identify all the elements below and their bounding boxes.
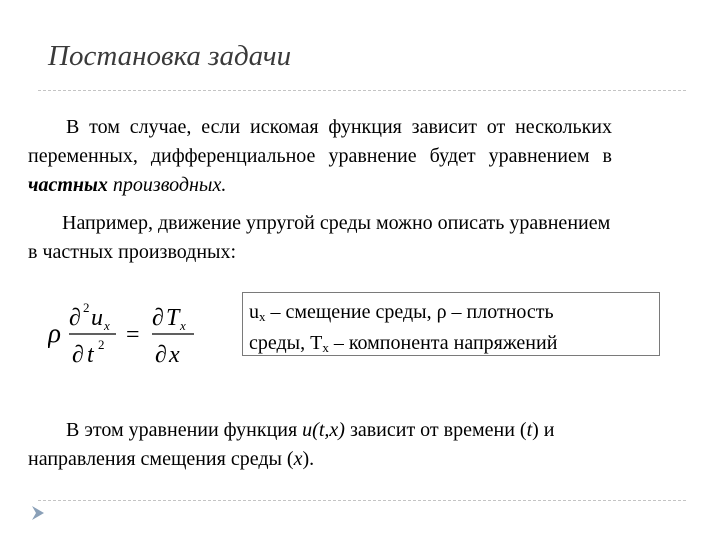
conclusion-x: x bbox=[293, 448, 303, 470]
def-u: u bbox=[249, 301, 259, 323]
formula-partial-top-left: ∂ bbox=[69, 305, 81, 331]
definition-box bbox=[242, 292, 660, 356]
formula-t: t bbox=[87, 342, 94, 368]
formula-partial-bottom-right: ∂ bbox=[155, 342, 167, 368]
definition-line-1 bbox=[249, 299, 653, 330]
definition-line-2 bbox=[249, 330, 653, 361]
slide-title: Постановка задачи bbox=[48, 40, 292, 72]
conclusion-part-1: В этом уравнении функция bbox=[66, 419, 303, 441]
emphasis-derivatives: производных. bbox=[107, 174, 227, 196]
conclusion-t: t bbox=[526, 419, 533, 441]
formula-rho: ρ bbox=[48, 318, 61, 348]
wave-equation-formula bbox=[48, 296, 208, 374]
top-divider bbox=[38, 90, 686, 91]
formula-equals: = bbox=[126, 322, 140, 348]
paragraph-example bbox=[28, 209, 612, 267]
bottom-divider bbox=[38, 500, 686, 501]
def-t-sub: x bbox=[322, 340, 329, 355]
conclusion-part-3: ) и направления смещения среды ( bbox=[28, 419, 555, 470]
conclusion-part-2: зависит от времени ( bbox=[344, 419, 527, 441]
conclusion-func: u(t,x) bbox=[302, 419, 345, 441]
conclusion-part-4: ). bbox=[302, 448, 315, 470]
formula-T: T bbox=[166, 305, 180, 331]
formula-partial-bottom-left: ∂ bbox=[72, 342, 84, 368]
formula-x: x bbox=[169, 342, 180, 368]
def-text-2: среды, T bbox=[249, 332, 323, 354]
formula-partial-top-right: ∂ bbox=[152, 305, 164, 331]
chevron-right-icon bbox=[30, 505, 46, 521]
formula-u: u bbox=[91, 305, 103, 331]
formula-power-top-left: 2 bbox=[83, 300, 90, 315]
formula-u-sub: x bbox=[104, 318, 110, 333]
paragraph-conclusion bbox=[28, 416, 628, 474]
paragraph-intro-text: В том случае, если искомая функция зависит от нескольких переменных, дифференциальное уравнение будет уравнением в bbox=[28, 116, 612, 167]
def-u-sub: x bbox=[259, 309, 266, 324]
formula-T-sub: x bbox=[180, 318, 186, 333]
formula-power-bottom-left: 2 bbox=[98, 337, 105, 352]
def-text-1: – смещение среды, ρ – плотность bbox=[265, 301, 554, 323]
def-text-3: – компонента напряжений bbox=[328, 332, 558, 354]
paragraph-intro bbox=[28, 113, 612, 200]
emphasis-partial: частных bbox=[28, 174, 108, 196]
paragraph-example-text: Например, движение упругой среды можно описать уравнением в частных производных: bbox=[28, 212, 611, 263]
